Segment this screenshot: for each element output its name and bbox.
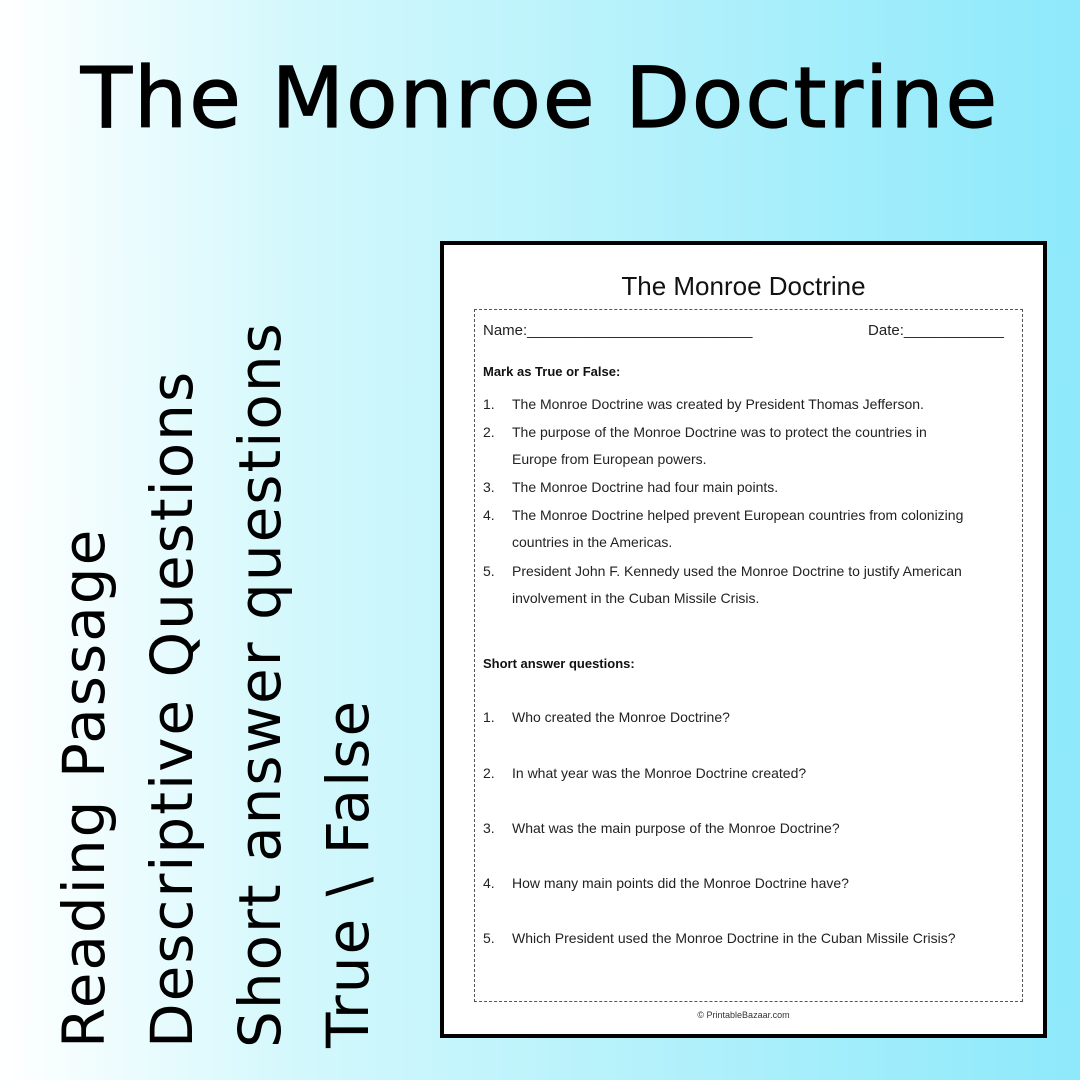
item-text: Which President used the Monroe Doctrine in the Cuban Missile Crisis? xyxy=(512,930,956,946)
item-number: 2. xyxy=(483,424,495,440)
item-text: President John F. Kennedy used the Monroe Doctrine to justify American involvement in the Cuban Missile Crisis. xyxy=(512,563,962,606)
item-number: 4. xyxy=(483,507,495,523)
item-number: 5. xyxy=(483,930,495,946)
worksheet-preview xyxy=(440,241,1047,1038)
true-false-item xyxy=(483,558,1003,612)
item-text: What was the main purpose of the Monroe Doctrine? xyxy=(512,820,840,836)
side-label-descriptive-questions: Descriptive Questions xyxy=(138,369,206,1048)
item-text: How many main points did the Monroe Doctrine have? xyxy=(512,875,849,891)
short-answer-item xyxy=(483,704,1003,731)
short-answer-item xyxy=(483,760,1003,787)
true-false-item xyxy=(483,391,1003,418)
item-text: The purpose of the Monroe Doctrine was to protect the countries in Europe from European powers. xyxy=(512,424,927,467)
true-false-item xyxy=(483,474,1003,501)
side-label-reading-passage: Reading Passage xyxy=(50,527,118,1048)
short-answer-item xyxy=(483,870,1003,897)
short-answer-item xyxy=(483,815,1003,842)
true-false-item xyxy=(483,419,1003,473)
short-answer-heading: Short answer questions: xyxy=(483,656,635,671)
item-number: 1. xyxy=(483,396,495,412)
page-title: The Monroe Doctrine xyxy=(80,49,1000,147)
side-labels xyxy=(40,288,380,1048)
date-field-label: Date:____________ xyxy=(868,322,1004,339)
worksheet-content-box xyxy=(474,309,1023,1002)
item-number: 2. xyxy=(483,765,495,781)
true-false-heading: Mark as True or False: xyxy=(483,364,621,379)
item-text: In what year was the Monroe Doctrine created? xyxy=(512,765,807,781)
name-field-label: Name:___________________________ xyxy=(483,322,753,339)
worksheet-title: The Monroe Doctrine xyxy=(621,271,866,301)
item-text: Who created the Monroe Doctrine? xyxy=(512,709,730,725)
copyright-footer: © PrintableBazaar.com xyxy=(697,1010,790,1020)
short-answer-item xyxy=(483,925,1003,952)
item-number: 4. xyxy=(483,875,495,891)
side-label-true-false: True \ False xyxy=(314,698,382,1048)
item-number: 3. xyxy=(483,479,495,495)
item-text: The Monroe Doctrine helped prevent European countries from colonizing countries in the Americas. xyxy=(512,507,964,550)
item-number: 5. xyxy=(483,563,495,579)
item-number: 1. xyxy=(483,709,495,725)
item-number: 3. xyxy=(483,820,495,836)
true-false-item xyxy=(483,502,1003,556)
item-text: The Monroe Doctrine had four main points. xyxy=(512,479,779,495)
item-text: The Monroe Doctrine was created by President Thomas Jefferson. xyxy=(512,396,924,412)
side-label-short-answer: Short answer questions xyxy=(226,321,294,1048)
